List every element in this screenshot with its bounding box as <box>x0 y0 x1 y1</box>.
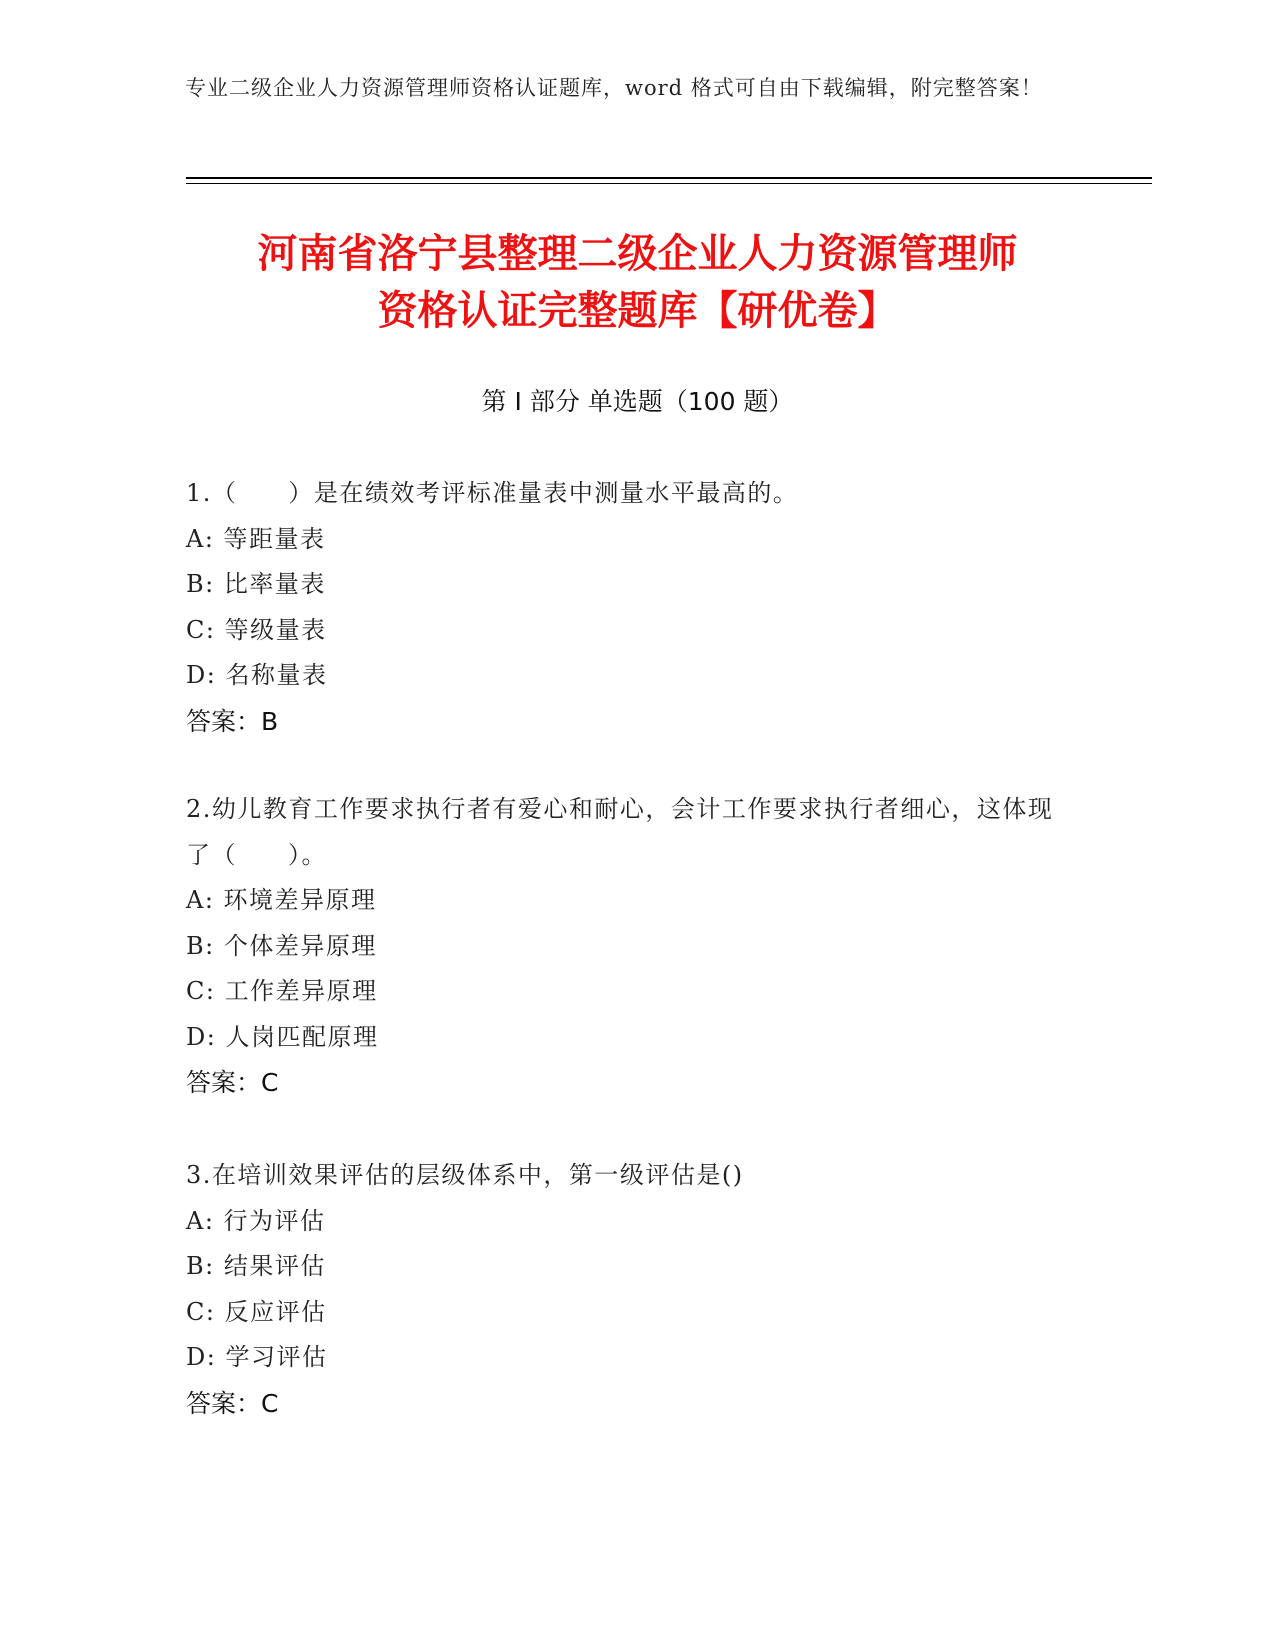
option-d: D: 人岗匹配原理 <box>186 1022 379 1051</box>
header-divider-thick <box>186 177 1152 179</box>
question-stem: 3.在培训效果评估的层级体系中，第一级评估是() <box>186 1161 744 1189</box>
document-title-line-1: 河南省洛宁县整理二级企业人力资源管理师 <box>257 231 1018 277</box>
document-title-line-2: 资格认证完整题库【研优卷】 <box>377 288 898 334</box>
option-a: A: 环境差异原理 <box>186 886 377 914</box>
option-c: C: 等级量表 <box>186 615 327 644</box>
option-c: C: 工作差异原理 <box>186 977 378 1005</box>
document-title <box>160 226 1115 340</box>
answer-label: 答案：B <box>186 706 279 736</box>
option-c: C: 反应评估 <box>186 1297 327 1326</box>
question-stem: 2.幼儿教育工作要求执行者有爱心和耐心，会计工作要求执行者细心，这体现了（ ）。 <box>186 795 1054 869</box>
option-b: B: 结果评估 <box>186 1252 326 1280</box>
question-2 <box>186 787 1076 1106</box>
question-3 <box>186 1153 1076 1427</box>
question-1 <box>186 471 1076 745</box>
option-b: B: 比率量表 <box>186 570 326 598</box>
option-b: B: 个体差异原理 <box>186 931 377 960</box>
answer-label: 答案：C <box>186 1068 279 1097</box>
option-d: D: 名称量表 <box>186 661 328 689</box>
section-heading: 第 I 部分 单选题（100 题） <box>481 387 794 416</box>
option-a: A: 行为评估 <box>186 1206 326 1235</box>
answer-label: 答案：C <box>186 1388 279 1418</box>
option-a: A: 等距量表 <box>186 524 326 553</box>
header-divider-thin <box>186 183 1152 184</box>
option-d: D: 学习评估 <box>186 1343 328 1371</box>
question-stem: 1.（ ）是在绩效考评标准量表中测量水平最高的。 <box>186 479 799 507</box>
header-note: 专业二级企业人力资源管理师资格认证题库，word 格式可自由下载编辑，附完整答案！ <box>185 76 1043 100</box>
